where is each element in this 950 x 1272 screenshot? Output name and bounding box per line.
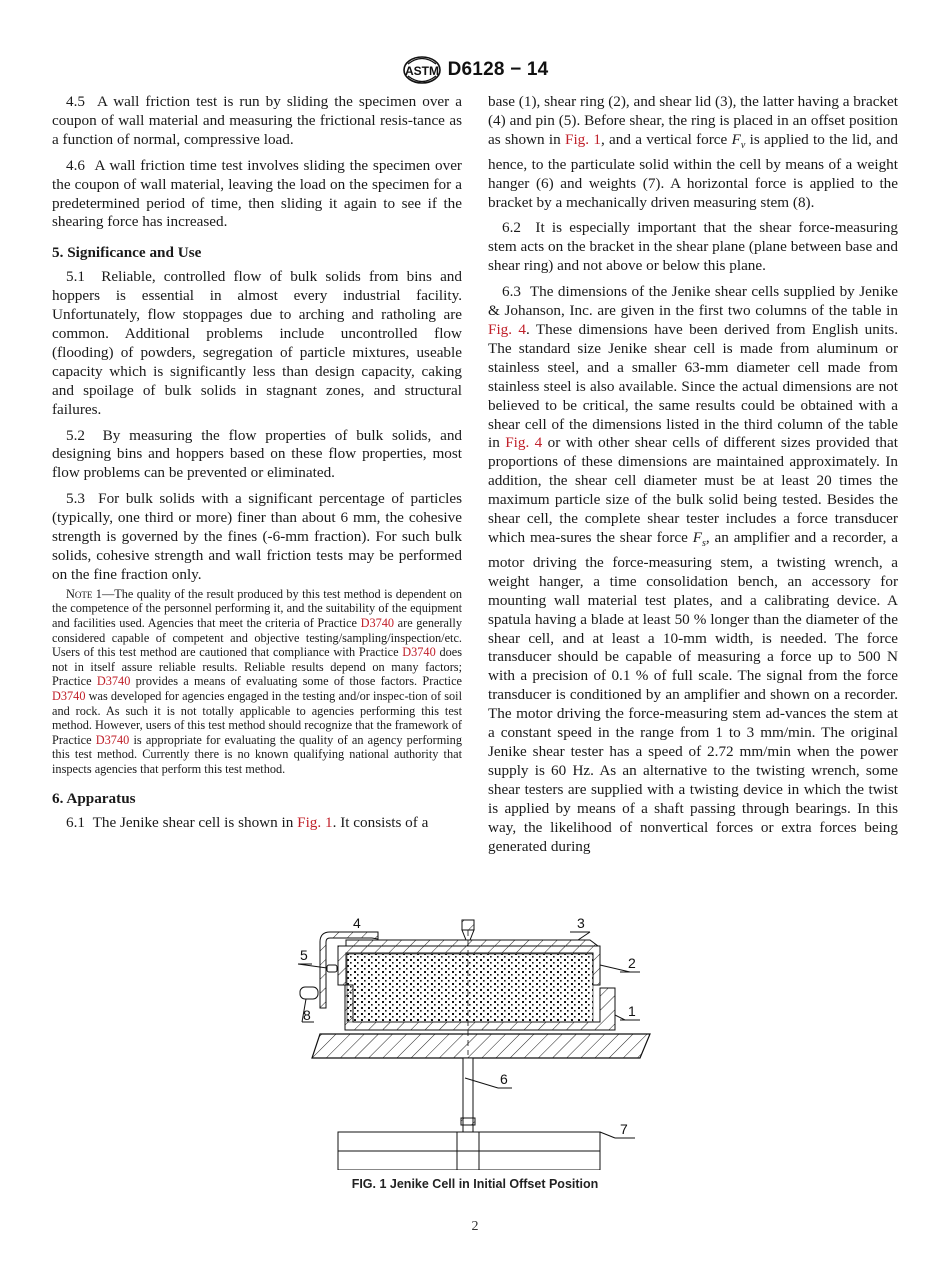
table-plate: [312, 1034, 650, 1058]
link-fig-4[interactable]: Fig. 4: [488, 321, 527, 338]
label-6: 6: [500, 1071, 508, 1087]
svg-text:ASTM: ASTM: [404, 64, 439, 78]
paragraph-5-2: 5.2 By measuring the flow properties of bulk solids, and designing bins and hoppers based on these flow properties, most flow problems can be prevented or eliminated.: [52, 426, 463, 482]
paragraph-6-3: 6.3 The dimensions of the Jenike shear cells supplied by Jenike & Johanson, Inc. are given in the first two columns of the table in Fig. 4. These dimensions have been derived from English units. The standard size Jenike shear cell is made from aluminum or stainless steel, and a smaller 63-mm diameter cell made from stainless steel is also available. Since the actual dimensions are not believed to be critical, the same results could be obtained with a shear cell of the dimensions listed in the third column of the table in Fig. 4 or with other shear cells of different sizes provided that proportions of these dimensions are maintained approximately. In addition, the shear cell diameter must be at least 20 times the maximum particle size of the bulk solid being tested. Besides the shear cell, the complete shear tester includes a force transducer which mea-sures the shear force $F_s$, an amplifier and a recorder, a motor driving the force-measuring stem, a twisting wrench, a weight hanger, a time consolidation bench, an accessory for mounting wall material test plates, and a calibrating device. A spatula having a blade at least 50 % longer than the diameter of the shear cell, and at least a 10-mm width, is needed. The force transducer should be capable of measuring a force up to 500 N with a precision of 0.1 % of full scale. The signal from the force transducer is conditioned by an amplifier and shown on a recorder. The motor driving the force-measuring stem ad-vances the stem at a constant speed in the range from 1 to 3 mm/min. The original Jenike shear tester has a speed of 2.72 mm/min when the power supply is 60 Hz. As an alternative to the twisting wrench, some shear testers are supplied with a twisting device in which the twist is applied by means of a shaft passing through bearings. In this way, the likelihood of nonvertical forces or extra forces being generated during: [488, 283, 898, 855]
section-5-heading: 5. Significance and Use: [52, 244, 202, 262]
link-d3740[interactable]: D3740: [96, 674, 131, 689]
right-column: [488, 93, 898, 863]
link-fig-1[interactable]: Fig. 1: [565, 130, 601, 148]
link-d3740[interactable]: D3740: [95, 732, 130, 747]
link-d3740[interactable]: D3740: [52, 688, 86, 703]
shear-lid-part-3: [346, 940, 598, 946]
page-header: [0, 54, 950, 86]
left-column: [52, 93, 462, 840]
link-fig-4[interactable]: Fig. 4: [505, 434, 543, 452]
paragraph-6-1: 6.1 The Jenike shear cell is shown in Fig. 1. It consists of a: [66, 814, 429, 832]
pin-part-5: [327, 965, 337, 972]
link-d3740[interactable]: D3740: [360, 615, 395, 630]
label-7: 7: [620, 1121, 628, 1137]
note-1: Note 1—The quality of the result produced by this test method is dependent on the competence of the personnel performing it, and the suitability of the equipment and facilities used. Agencies that meet the criteria of Practice D3740 are generally considered capable of competent and objective testing/sampling/inspection/etc. Users of this test method are cautioned that compliance with Practice D3740 does not in itself assure reliable results. Reliable results depend on many factors; Practice D3740 provides a means of evaluating some of those factors. Practice D3740 was developed for agencies engaged in the testing and/or inspec-tion of soil and rock. As such it is not totally applicable to agencies performing this test method. However, users of this test method should recognize that the framework of Practice D3740 is appropriate for evaluating the quality of an agency performing this test method. Currently there is no known qualifying national authority that inspects agencies that perform this test method.: [52, 586, 462, 776]
astm-logo-icon: [402, 55, 442, 85]
paragraph-6-1-continued: base (1), shear ring (2), and shear lid (3), the latter having a bracket (4) and pin (5). Before shear, the ring is placed in an offset position as shown in Fig. 1, and a vertical force $F_v$ is applied to the lid, and hence, to the particulate solid within the cell by means of a weight hanger (6) and weights (7). A horizontal force is applied to the bracket by a mechanically driven measuring stem (8).: [488, 93, 899, 211]
figure-caption: FIG. 1 Jenike Cell in Initial Offset Position: [351, 1177, 599, 1191]
label-2: 2: [628, 955, 636, 971]
document-id: D6128 − 14: [447, 59, 549, 80]
paragraph-5-3: 5.3 For bulk solids with a significant percentage of particles (typically, one third or more) finer than about 6 mm, the cohesive strength is governed by the fines (-6-mm fraction). For such bulk solids, cohesive strength and wall friction tests may be performed on the fine fraction only.: [52, 490, 462, 583]
note-label: Note 1: [66, 586, 102, 601]
paragraph-6-2: 6.2 It is especially important that the shear force-measuring stem acts on the bracket in the shear plane (plane between base and shear ring) and not above or below this plane.: [488, 219, 898, 275]
label-8: 8: [303, 1007, 311, 1023]
label-1: 1: [628, 1003, 636, 1019]
label-5: 5: [300, 947, 308, 963]
figure-1-lower-labels: [460, 1070, 640, 1160]
label-3: 3: [577, 915, 585, 931]
link-fig-1[interactable]: Fig. 1: [297, 814, 333, 832]
bulk-solid-specimen: [347, 954, 593, 1022]
page-number: 2: [471, 1219, 479, 1234]
label-4: 4: [353, 915, 361, 931]
section-6-heading: 6. Apparatus: [52, 790, 136, 808]
paragraph-4-5: 4.5 A wall friction test is run by sliding the specimen over a coupon of wall material and measuring the frictional resis-tance as a function of normal, compressive load.: [52, 93, 462, 148]
link-d3740[interactable]: D3740: [402, 645, 436, 660]
variable-fs: $F_s$: [692, 528, 706, 549]
paragraph-4-6: 4.6 A wall friction time test involves sliding the specimen over the coupon of wall material, leaving the load on the specimen for a predetermined period of time, then sliding it again to see if the shearing force has increased.: [52, 156, 462, 231]
variable-fv: $F_v$: [731, 130, 746, 151]
paragraph-5-1: 5.1 Reliable, controlled flow of bulk solids from bins and hoppers is essential in almost every industrial facility. Unfortunately, flow stoppages due to arching and ratholing are common. Additional problems include uncontrolled flow (flooding) of powders, segregation of particle mixtures, useable capacity which is significantly less than design capacity, caking and spoilage of bulk solids in stagnant zones, and structural failures.: [52, 268, 462, 418]
measuring-stem-part-8: [300, 987, 318, 999]
